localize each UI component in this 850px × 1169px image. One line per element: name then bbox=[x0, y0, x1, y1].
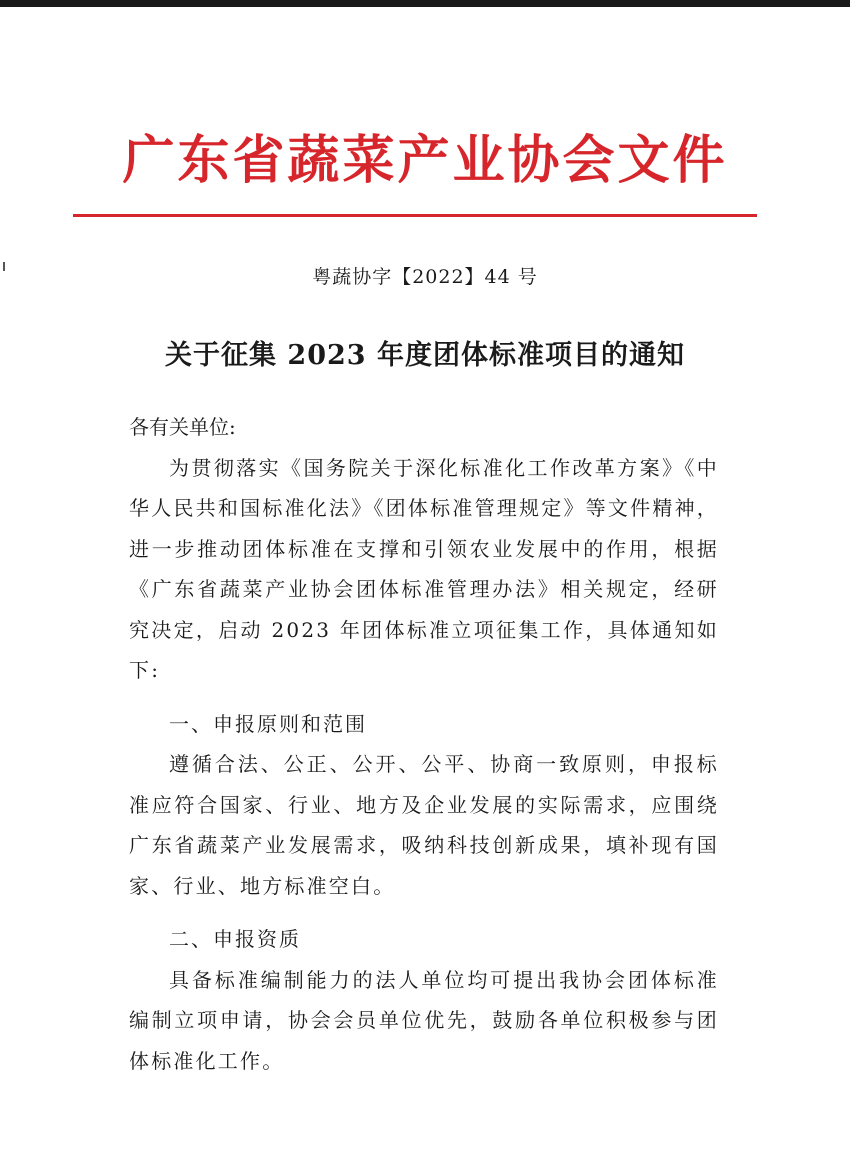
salutation: 各有关单位: bbox=[129, 415, 236, 439]
letterhead-red-rule bbox=[73, 214, 757, 217]
scan-top-border bbox=[0, 0, 850, 7]
document-title: 关于征集 2023 年度团体标准项目的通知 bbox=[165, 340, 685, 371]
section-heading-2: 二、申报资质 bbox=[169, 927, 301, 951]
letterhead-title: 广东省蔬菜产业协会文件 bbox=[122, 130, 728, 191]
document-number: 粤蔬协字【2022】44 号 bbox=[312, 266, 538, 288]
section-body-1: 遵循合法、公正、公开、公平、协商一致原则，申报标准应符合国家、行业、地方及企业发展的实际需求，应围绕广东省蔬菜产业发展需求，吸纳科技创新成果，填补现有国家、行业、地方标准空白。 bbox=[129, 752, 719, 898]
section-heading-1: 一、申报原则和范围 bbox=[169, 711, 367, 736]
intro-paragraph: 为贯彻落实《国务院关于深化标准化工作改革方案》《中华人民共和国标准化法》《团体标准管理规定》等文件精神，进一步推动团体标准在支撑和引领农业发展中的作用，根据《广东省蔬菜产业协会团体标准管理办法》相关规定，经研究决定，启动 2023 年团体标准立项征集工作，具体通知如下: bbox=[129, 455, 719, 682]
section-body-2: 具备标准编制能力的法人单位均可提出我协会团体标准编制立项申请，协会会员单位优先，鼓励各单位积极参与团体标准化工作。 bbox=[129, 967, 719, 1073]
document-body bbox=[129, 407, 719, 1081]
